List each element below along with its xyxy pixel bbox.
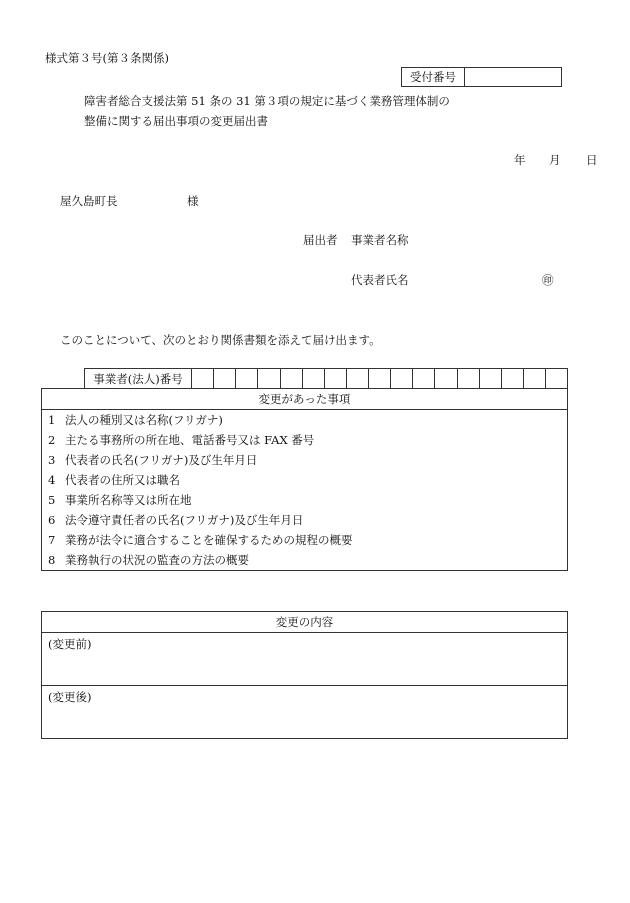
notifier-label: 届出者 xyxy=(303,233,338,247)
item-number: 8 xyxy=(48,553,56,567)
business-number-cell[interactable] xyxy=(391,369,413,388)
list-item xyxy=(42,470,567,490)
reception-number-box xyxy=(401,67,562,87)
title-line-2: 整備に関する届出事項の変更届出書 xyxy=(84,114,268,128)
item-number: 6 xyxy=(48,513,56,527)
date-month: 月 xyxy=(549,153,561,167)
item-number: 5 xyxy=(48,493,56,507)
item-number: 4 xyxy=(48,473,56,487)
business-number-cell[interactable] xyxy=(236,369,258,388)
list-item xyxy=(42,490,567,510)
business-number-cell[interactable] xyxy=(258,369,280,388)
changed-items-table xyxy=(41,388,568,571)
list-item xyxy=(42,530,567,550)
item-number: 7 xyxy=(48,533,56,547)
list-item xyxy=(42,550,567,570)
after-change-label: (変更後) xyxy=(48,690,92,704)
reception-number-field[interactable] xyxy=(465,68,561,86)
representative-label: 代表者氏名 xyxy=(351,273,409,287)
business-number-cell[interactable] xyxy=(413,369,435,388)
item-text: 業務執行の状況の監査の方法の概要 xyxy=(65,553,249,567)
item-text: 事業所名称等又は所在地 xyxy=(65,493,192,507)
item-text: 法人の種別又は名称(フリガナ) xyxy=(65,413,223,427)
business-number-cell[interactable] xyxy=(325,369,347,388)
list-item xyxy=(42,450,567,470)
item-number: 3 xyxy=(48,453,56,467)
change-content-header: 変更の内容 xyxy=(42,612,567,633)
list-item xyxy=(42,410,567,430)
business-number-cell[interactable] xyxy=(435,369,457,388)
changed-items-header: 変更があった事項 xyxy=(42,389,567,410)
business-number-cell[interactable] xyxy=(369,369,391,388)
business-number-cell[interactable] xyxy=(303,369,325,388)
business-number-cell[interactable] xyxy=(192,369,214,388)
business-number-cell[interactable] xyxy=(480,369,502,388)
business-number-cell[interactable] xyxy=(214,369,236,388)
form-id: 様式第３号(第３条関係) xyxy=(45,51,169,65)
item-text: 業務が法令に適合することを確保するための規程の概要 xyxy=(65,533,353,547)
reception-number-label: 受付番号 xyxy=(402,68,465,86)
addressee-honorific: 様 xyxy=(187,194,199,208)
business-number-cell[interactable] xyxy=(458,369,480,388)
list-item xyxy=(42,510,567,530)
item-text: 主たる事務所の所在地、電話番号又は FAX 番号 xyxy=(65,433,315,447)
item-text: 代表者の氏名(フリガナ)及び生年月日 xyxy=(65,453,258,467)
title-line-1: 障害者総合支援法第 51 条の 31 第３項の規定に基づく業務管理体制の xyxy=(84,94,450,108)
business-number-cell[interactable] xyxy=(502,369,524,388)
date-day: 日 xyxy=(586,153,598,167)
after-change-field[interactable] xyxy=(42,686,567,739)
seal-mark: ㊞ xyxy=(542,273,554,287)
business-name-label: 事業者名称 xyxy=(351,233,409,247)
before-change-field[interactable] xyxy=(42,633,567,686)
date-year: 年 xyxy=(514,153,526,167)
business-number-cell[interactable] xyxy=(347,369,369,388)
business-number-row xyxy=(84,368,568,388)
item-text: 代表者の住所又は職名 xyxy=(65,473,180,487)
list-item xyxy=(42,430,567,450)
change-content-table xyxy=(41,611,568,739)
business-number-label: 事業者(法人)番号 xyxy=(85,369,192,388)
statement-text: このことについて、次のとおり関係書類を添えて届け出ます。 xyxy=(60,333,381,347)
item-text: 法令遵守責任者の氏名(フリガナ)及び生年月日 xyxy=(65,513,304,527)
item-number: 1 xyxy=(48,413,56,427)
business-number-cell[interactable] xyxy=(281,369,303,388)
addressee-name: 屋久島町長 xyxy=(60,194,118,208)
business-number-cell[interactable] xyxy=(546,369,567,388)
business-number-cell[interactable] xyxy=(524,369,546,388)
before-change-label: (変更前) xyxy=(48,637,92,651)
item-number: 2 xyxy=(48,433,56,447)
